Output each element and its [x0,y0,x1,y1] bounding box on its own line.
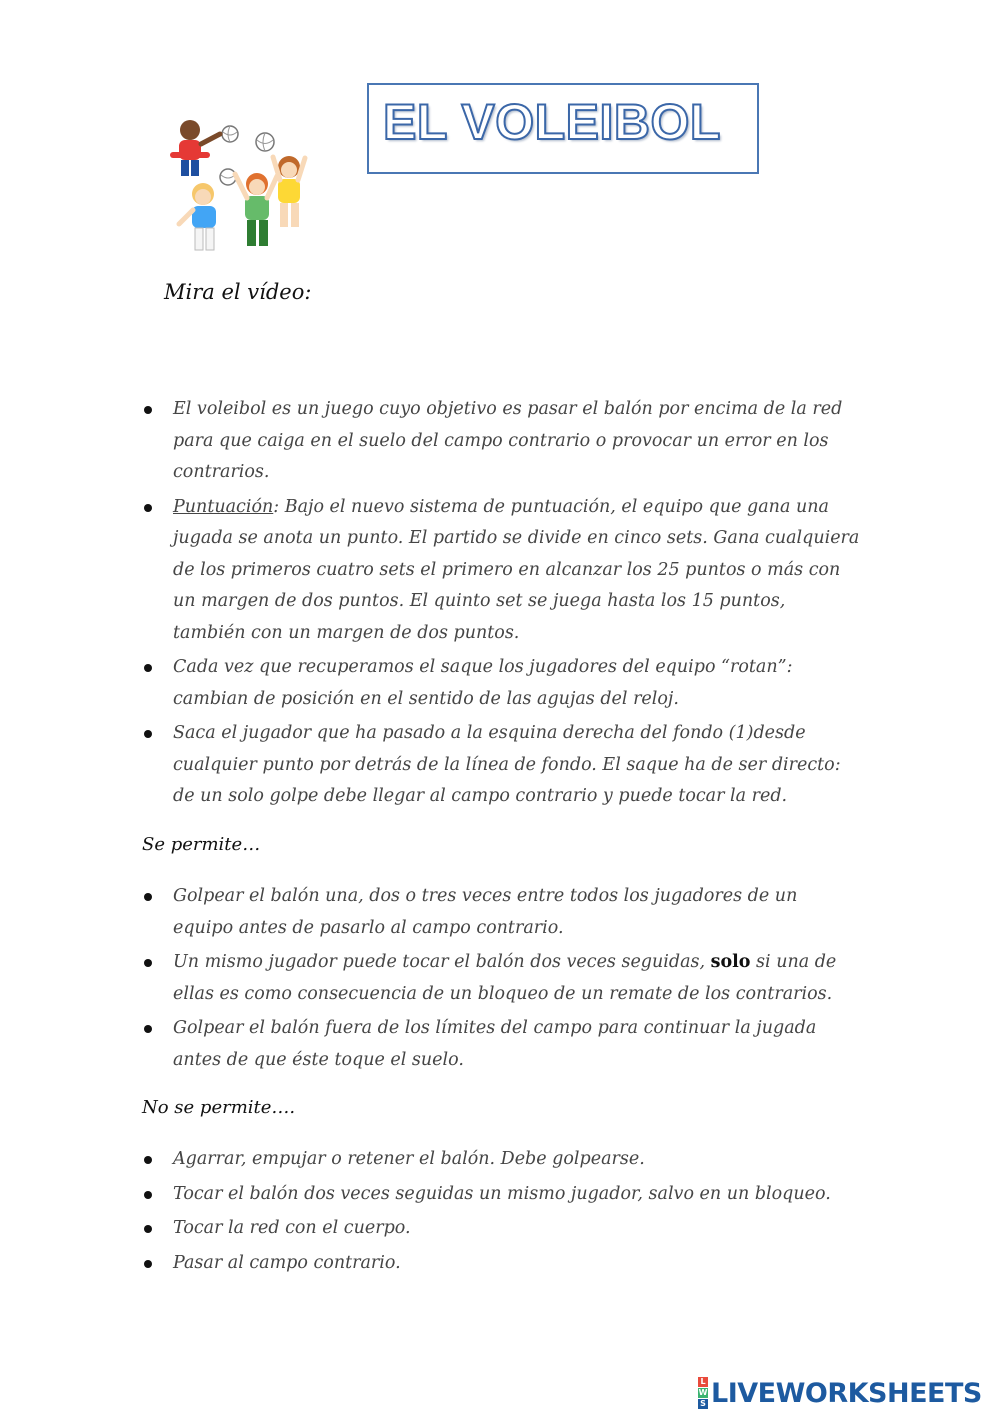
kid-figure [235,173,277,246]
list-item-text: Saca el jugador que ha pasado a la esquina derecha del fondo (1)desde cualquier punto por detrás de la línea de fondo. El saque ha de ser directo: de un solo golpe debe llegar al campo contrario y puede tocar la red. [173,723,841,806]
liveworksheets-logo-icon [698,1377,708,1409]
logo-letter: L [698,1377,708,1387]
kid-figure [273,156,305,227]
list-item-text: si una de ellas es como consecuencia de un bloqueo de un remate de los contrarios. [173,952,837,1004]
list-item [140,1248,860,1280]
emphasis-word: solo [710,952,751,972]
list-item [140,718,860,813]
allowed-list [140,881,860,1079]
bullet-icon [144,1156,152,1164]
title-box [367,83,759,174]
list-item [140,1144,860,1176]
list-item [140,947,860,1010]
intro-list [140,394,860,816]
allowed-heading: Se permite… [142,834,261,855]
bullet-icon [144,1225,152,1233]
list-item-text: Pasar al campo contrario. [173,1252,401,1273]
list-item [140,652,860,715]
not-allowed-heading: No se permite…. [142,1097,296,1118]
volleyball-icon [220,169,236,185]
list-item [140,881,860,944]
bullet-icon [144,664,152,672]
bullet-icon [144,1260,152,1268]
list-item-text: Tocar el balón dos veces seguidas un mismo jugador, salvo en un bloqueo. [173,1183,831,1204]
bullet-icon [144,504,152,512]
brand-name: LIVEWORKSHEETS [711,1377,982,1409]
list-item [140,1013,860,1076]
kid-figure [170,120,220,176]
list-item-text: : Bajo el nuevo sistema de puntuación, el equipo que gana una jugada se anota un punto. El partido se divide en cinco sets. Gana cualquiera de los primeros cuatro sets el primero en alcanzar los 25 puntos o más con un margen de dos puntos. El quinto set se juega hasta los 15 puntos, también con un margen de dos puntos. [173,496,860,643]
list-item-text: Un mismo jugador puede tocar el balón dos veces seguidas, [173,952,711,972]
list-item-text: El voleibol es un juego cuyo objetivo es pasar el balón por encima de la red para que caiga en el suelo del campo contrario o provocar un error en los contrarios. [173,399,843,482]
list-item-text: Tocar la red con el cuerpo. [173,1218,411,1238]
bullet-icon [144,730,152,738]
kids-volleyball-illustration [165,112,315,257]
bullet-icon [144,1025,152,1033]
liveworksheets-brand[interactable] [698,1376,982,1410]
logo-letter: S [698,1399,708,1409]
kid-figure [179,183,216,250]
logo-letter: W [698,1388,708,1397]
list-item-text: Golpear el balón una, dos o tres veces entre todos los jugadores de un equipo antes de pasarlo al campo contrario. [173,886,798,938]
list-item [140,1213,860,1245]
list-item-text: Agarrar, empujar o retener el balón. Debe golpearse. [173,1149,645,1169]
volleyball-icon [222,126,238,142]
bullet-icon [144,893,152,901]
page-title: EL VOLEIBOL [383,94,721,150]
volleyball-icon [256,133,274,151]
list-item [140,492,860,650]
video-instruction: Mira el vídeo: [164,280,312,304]
scoring-label: Puntuación [173,496,274,517]
list-item [140,1179,860,1211]
bullet-icon [144,959,152,967]
list-item-text: Cada vez que recuperamos el saque los jugadores del equipo “rotan”: cambian de posición en el sentido de las agujas del reloj. [173,657,793,709]
not-allowed-list [140,1144,860,1282]
bullet-icon [144,406,152,414]
bullet-icon [144,1191,152,1199]
list-item-text: Golpear el balón fuera de los límites del campo para continuar la jugada antes de que éste toque el suelo. [173,1018,817,1070]
list-item [140,394,860,489]
